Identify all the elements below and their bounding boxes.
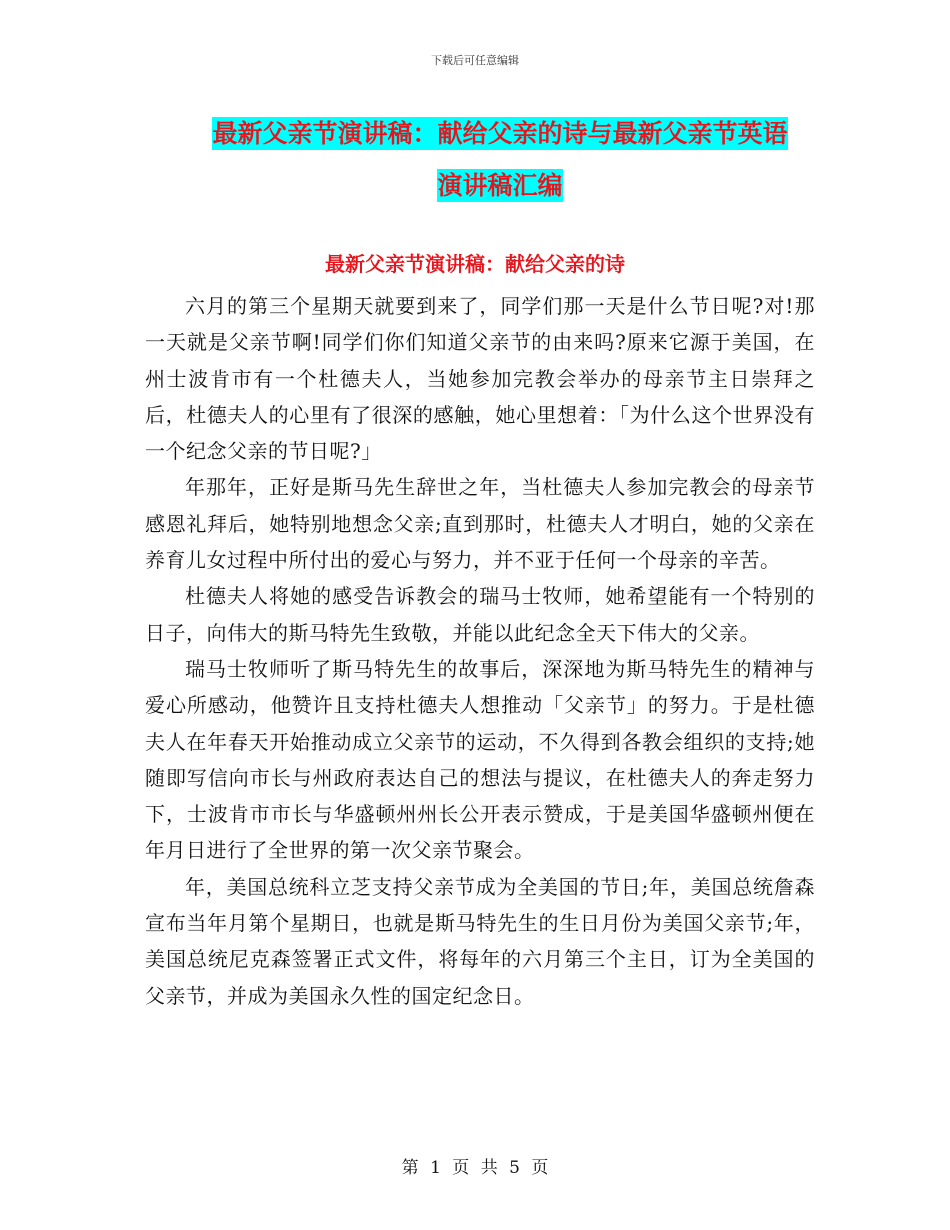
paragraph: 杜德夫人将她的感受告诉教会的瑞马士牧师，她希望能有一个特别的日子，向伟大的斯马特先生致敬，并能以此纪念全天下伟大的父亲。: [145, 584, 815, 645]
document-title: [150, 108, 850, 212]
section-heading: 最新父亲节演讲稿：献给父亲的诗: [325, 252, 625, 276]
paragraph: 瑞马士牧师听了斯马特先生的故事后，深深地为斯马特先生的精神与爱心所感动，他赞许且支持杜德夫人想推动「父亲节」的努力。于是杜德夫人在年春天开始推动成立父亲节的运动，不久得到各教会组织的支持;她随即写信向市长与州政府表达自己的想法与提议，在杜德夫人的奔走努力下，士波肯市市长与华盛顿州州长公开表示赞成，于是美国华盛顿州便在年月日进行了全世界的第一次父亲节聚会。: [145, 656, 815, 863]
title-line-2: 演讲稿汇编: [437, 171, 563, 200]
page-number-footer: 第 1 页 共 5 页: [401, 1158, 549, 1178]
paragraph: 年那年，正好是斯马先生辞世之年，当杜德夫人参加完教会的母亲节感恩礼拜后，她特别地想念父亲;直到那时，杜德夫人才明白，她的父亲在养育儿女过程中所付出的爱心与努力，并不亚于任何一个母亲的辛苦。: [145, 475, 815, 573]
document-body: [145, 288, 815, 1014]
paragraph: 六月的第三个星期天就要到来了，同学们那一天是什么节日呢?对!那一天就是父亲节啊!同学们你们知道父亲节的由来吗?原来它源于美国，在州士波肯市有一个杜德夫人，当她参加完教会举办的母亲节主日崇拜之后，杜德夫人的心里有了很深的感触，她心里想着：「为什么这个世界没有一个纪念父亲的节日呢?」: [145, 294, 815, 464]
paragraph: 年，美国总统科立芝支持父亲节成为全美国的节日;年，美国总统詹森宣布当年月第个星期日，也就是斯马特先生的生日月份为美国父亲节;年，美国总统尼克森签署正式文件，将每年的六月第三个主日，订为全美国的父亲节，并成为美国永久性的国定纪念日。: [145, 874, 815, 1008]
title-line-1: 最新父亲节演讲稿：献给父亲的诗与最新父亲节英语: [212, 119, 788, 148]
page-header-note: 下载后可任意编辑: [431, 54, 519, 67]
